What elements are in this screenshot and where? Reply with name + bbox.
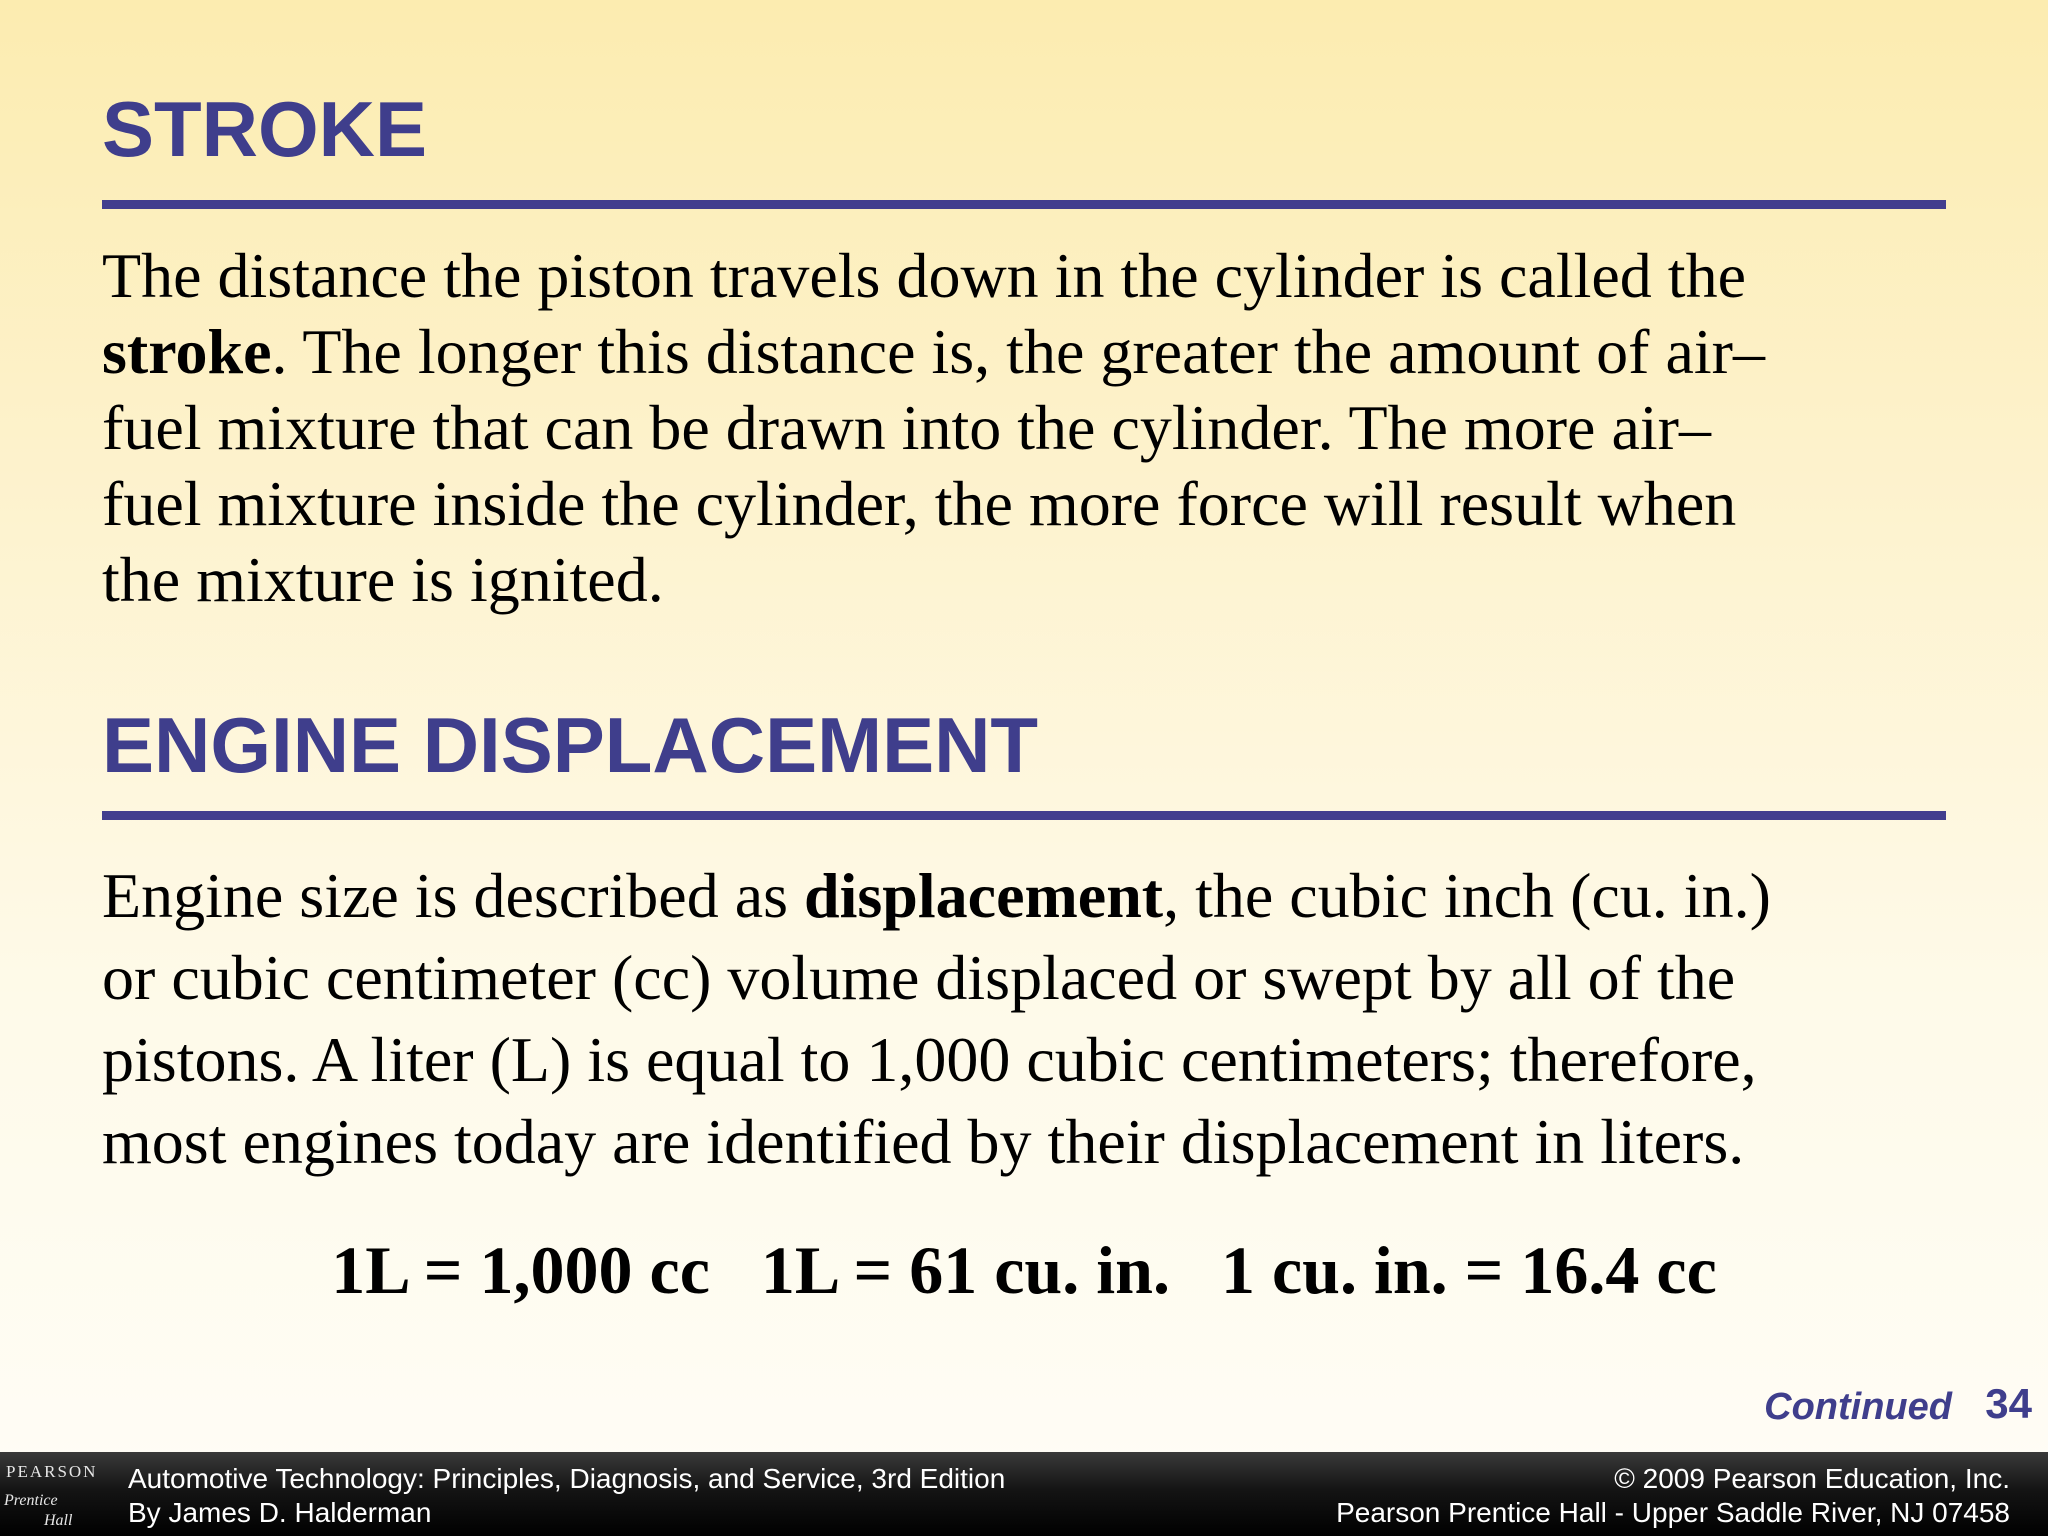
engine-displacement-heading: ENGINE DISPLACEMENT [102,701,1039,789]
copyright: © 2009 Pearson Education, Inc. [1614,1463,2010,1494]
stroke-line [102,314,1962,390]
pearson-prentice-hall-logo [0,1452,104,1536]
stroke-heading: STROKE [102,85,428,173]
stroke-paragraph [102,238,1962,618]
page-number: 34 [1985,1380,2032,1427]
continued-label: Continued [1764,1386,1952,1428]
displacement-term: displacement [804,860,1164,931]
displacement-line: or cubic centimeter (cc) volume displaced or swept by all of the [102,942,1736,1013]
book-author: By James D. Halderman [128,1497,432,1528]
stroke-line: fuel mixture inside the cylinder, the more force will result when [102,468,1737,539]
stroke-line-rest: . The longer this distance is, the greater the amount of air– [271,316,1765,387]
publisher-address: Pearson Prentice Hall - Upper Saddle River, NJ 07458 [1336,1497,2010,1528]
displacement-line [102,855,1962,937]
stroke-term: stroke [102,316,272,387]
stroke-divider [102,200,1946,209]
logo-hall-text: Hall [44,1512,73,1529]
logo-prentice-text: Prentice [4,1492,58,1509]
footer-bar [0,1452,2048,1536]
displacement-line-start: Engine size is described as [102,860,804,931]
displacement-line: most engines today are identified by their displacement in liters. [102,1106,1745,1177]
stroke-line: The distance the piston travels down in the cylinder is called the [102,240,1746,311]
logo-pearson-text: PEARSON [6,1462,98,1481]
displacement-line: pistons. A liter (L) is equal to 1,000 cubic centimeters; therefore, [102,1024,1757,1095]
conversion-formula: 1L = 1,000 cc 1L = 61 cu. in. 1 cu. in. = 16.4 cc [331,1232,1717,1308]
stroke-line: fuel mixture that can be drawn into the cylinder. The more air– [102,392,1711,463]
book-title: Automotive Technology: Principles, Diagnosis, and Service, 3rd Edition [128,1463,1006,1494]
displacement-paragraph [102,855,1962,1183]
displacement-divider [102,811,1946,820]
displacement-line-rest: , the cubic inch (cu. in.) [1163,860,1771,931]
stroke-line: the mixture is ignited. [102,544,664,615]
